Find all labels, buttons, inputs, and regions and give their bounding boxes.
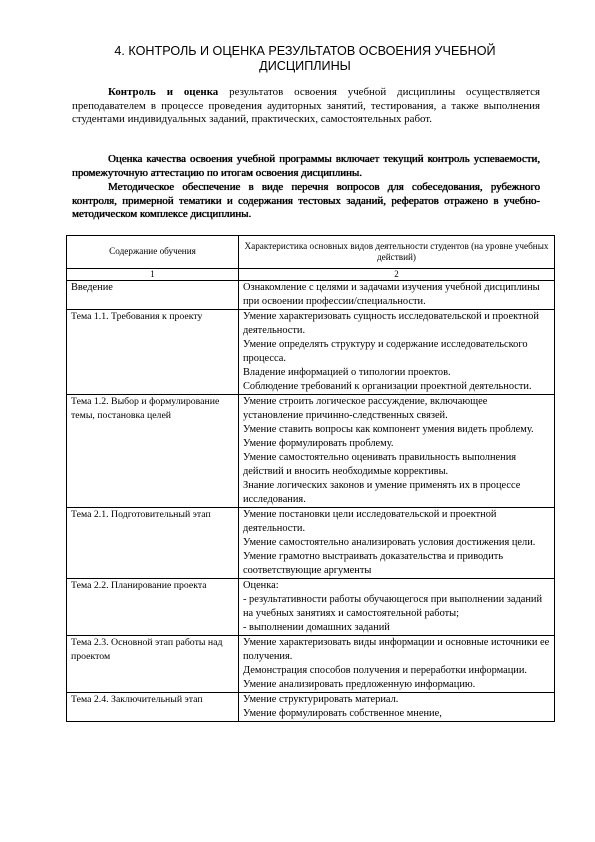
paragraph-control-text: результатов освоения учебной дисциплины осуществляется преподавателем в процессе проведения аудиторных занятий, тестирования, а также выполнения студентами индивидуальных заданий, практических, самостоятельных работ. — [72, 86, 541, 125]
section-heading-line-2: ДИСЦИПЛИНЫ — [259, 59, 351, 73]
topic-cell: Тема 1.1. Требования к проекту — [67, 310, 239, 395]
activity-line: Умение самостоятельно оценивать правильность выполнения действий и вносить необходимые коррективы. — [243, 452, 517, 477]
activity-line: Умение формулировать собственное мнение, — [243, 708, 442, 719]
activity-line: Умение строить логическое рассуждение, включающее установление причинно-следственных связей. — [243, 396, 488, 421]
activity-line: Умение формулировать проблему. — [243, 438, 394, 449]
table-number-row — [67, 269, 555, 281]
header-content: Содержание обучения — [67, 236, 239, 269]
activity-line: Ознакомление с целями и задачами изучения учебной дисциплины при освоении профессии/специальности. — [243, 282, 540, 307]
header-characteristics: Характеристика основных видов деятельности студентов (на уровне учебных действий) — [239, 236, 555, 269]
activity-line: Владение информацией о типологии проектов. — [243, 367, 451, 378]
activity-cell — [239, 310, 555, 395]
table-body — [67, 281, 555, 722]
paragraph-control-bold: Контроль и оценка — [108, 86, 219, 98]
activity-cell — [239, 508, 555, 579]
topic-cell: Тема 1.2. Выбор и формулирование темы, постановка целей — [67, 395, 239, 508]
table-row — [67, 636, 555, 693]
activity-line: Умение самостоятельно анализировать условия достижения цели. — [243, 537, 536, 548]
section-heading — [70, 44, 540, 74]
activity-cell — [239, 281, 555, 310]
table-row — [67, 395, 555, 508]
table-row — [67, 693, 555, 722]
paragraph-methodical: Методическое обеспечение в виде перечня вопросов для собеседования, рубежного контроля, примерной тематики и содержания тестовых заданий, рефератов отражено в учебно-методическом комплексе дисциплины. — [72, 181, 540, 220]
activity-cell — [239, 395, 555, 508]
topic-cell: Введение — [67, 281, 239, 310]
activity-line: Знание логических законов и умение применять их в процессе исследования. — [243, 480, 521, 505]
topic-cell: Тема 2.3. Основной этап работы над проектом — [67, 636, 239, 693]
topic-cell: Тема 2.4. Заключительный этап — [67, 693, 239, 722]
table-row — [67, 310, 555, 395]
results-table — [66, 235, 555, 722]
column-number-2: 2 — [239, 269, 555, 281]
activity-line: Демонстрация способов получения и переработки информации. — [243, 665, 528, 676]
table-header-row — [67, 236, 555, 269]
activity-line: - выполнении домашних заданий — [243, 622, 390, 633]
activity-line: Оценка: — [243, 580, 279, 591]
activity-line: Умение характеризовать виды информации и основные источники ее получения. — [243, 637, 550, 662]
topic-cell: Тема 2.1. Подготовительный этап — [67, 508, 239, 579]
activity-cell — [239, 636, 555, 693]
activity-line: Умение определять структуру и содержание исследовательского процесса. — [243, 339, 528, 364]
topic-cell: Тема 2.2. Планирование проекта — [67, 579, 239, 636]
table-row — [67, 508, 555, 579]
activity-cell — [239, 693, 555, 722]
column-number-1: 1 — [67, 269, 239, 281]
activity-line: Умение структурировать материал. — [243, 694, 399, 705]
activity-line: Соблюдение требований к организации проектной деятельности. — [243, 381, 532, 392]
section-heading-line-1: 4. КОНТРОЛЬ И ОЦЕНКА РЕЗУЛЬТАТОВ ОСВОЕНИЯ УЧЕБНОЙ — [114, 44, 496, 58]
paragraph-quality: Оценка качества освоения учебной программы включает текущий контроль успеваемости, промежуточную аттестацию по итогам освоения дисциплины. — [72, 153, 540, 179]
activity-line: Умение анализировать предложенную информацию. — [243, 679, 476, 690]
activity-line: Умение постановки цели исследовательской и проектной деятельности. — [243, 509, 497, 534]
paragraph-control — [72, 86, 540, 127]
table-row — [67, 579, 555, 636]
activity-line: Умение ставить вопросы как компонент умения видеть проблему. — [243, 424, 534, 435]
table-row — [67, 281, 555, 310]
activity-line: - результативности работы обучающегося при выполнении заданий на учебных занятиях и самостоятельной работы; — [243, 594, 543, 619]
activity-line: Умение характеризовать сущность исследовательской и проектной деятельности. — [243, 311, 539, 336]
activity-line: Умение грамотно выстраивать доказательства и приводить соответствующие аргументы — [243, 551, 504, 576]
activity-cell — [239, 579, 555, 636]
